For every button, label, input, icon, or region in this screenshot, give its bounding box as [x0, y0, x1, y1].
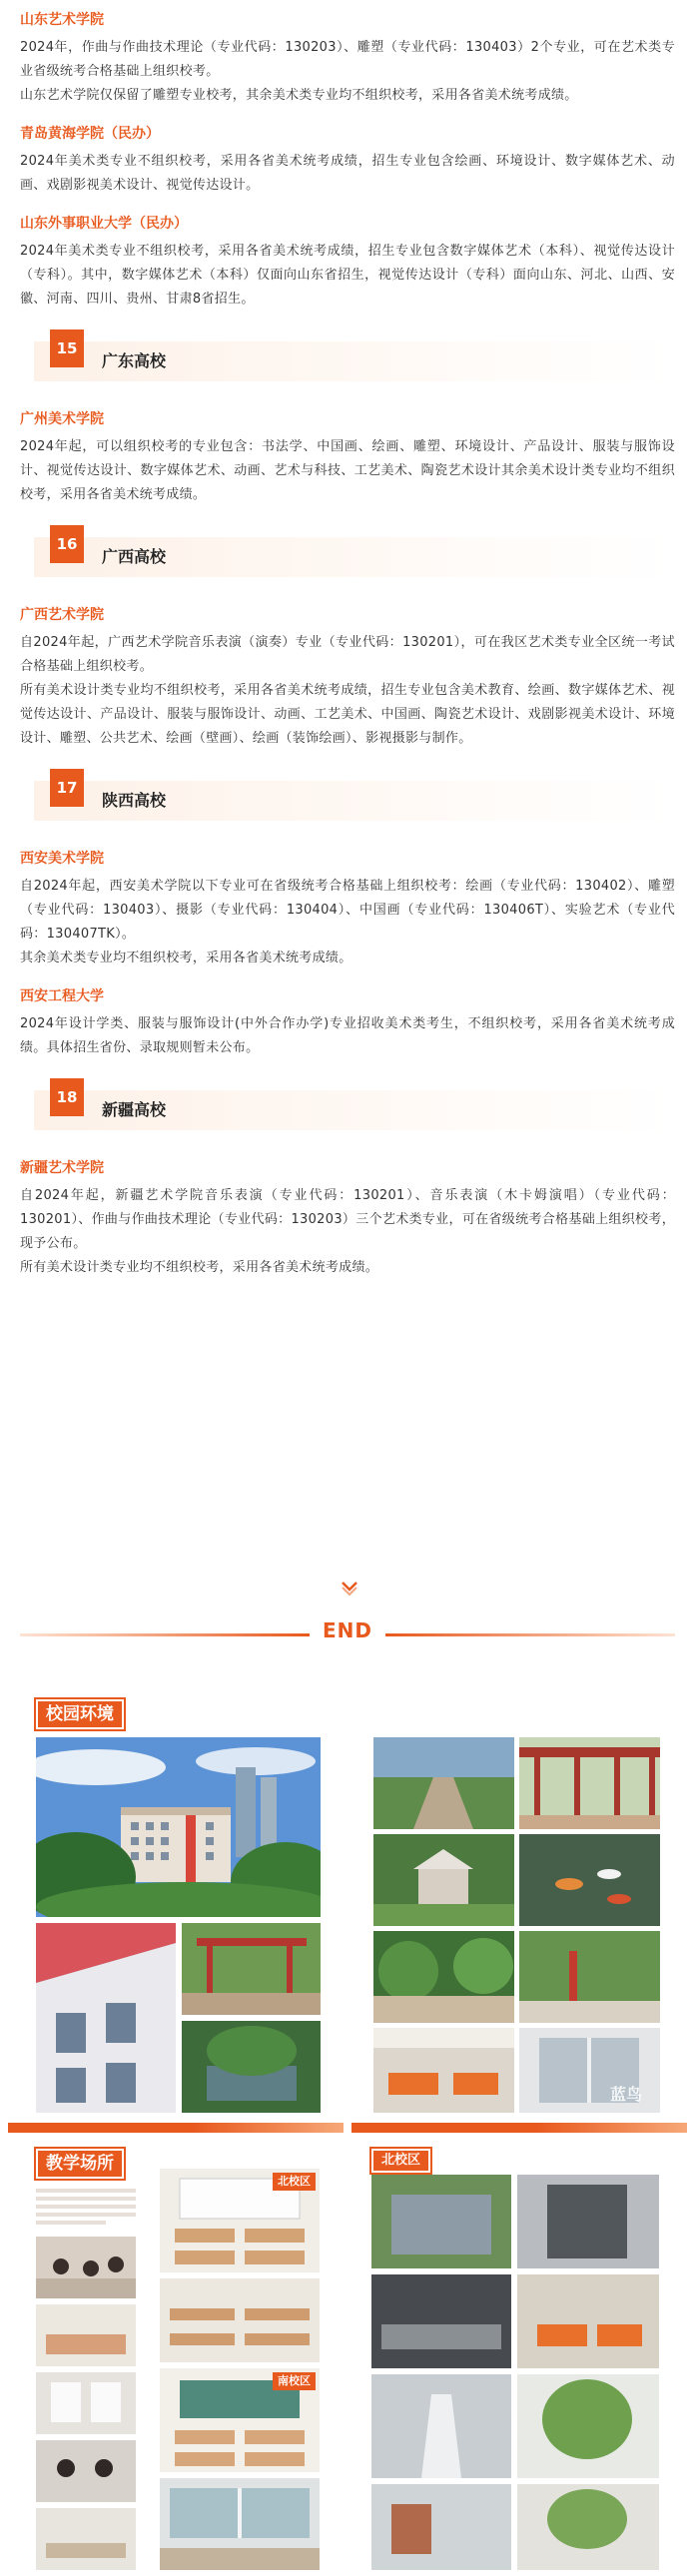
- teaching-photo-room: [36, 2508, 136, 2570]
- north-photo-1: [371, 2175, 511, 2268]
- north-photo-8: [517, 2484, 659, 2570]
- teaching-photo-students: [36, 2440, 136, 2502]
- end-divider-left: [20, 1633, 310, 1636]
- region-header-17: [20, 769, 675, 825]
- region-number: 17: [50, 769, 84, 807]
- north-campus-banner: 北校区: [371, 2149, 430, 2173]
- school-paragraph: 所有美术设计类专业均不组织校考，采用各省美术统考成绩，招生专业包含美术教育、绘画、数字媒体艺术、视觉传达设计、产品设计、服装与服饰设计、动画、工艺美术、中国画、陶瓷艺术设计、戏剧影视美术设计、环境设计、雕塑、公共艺术、绘画（壁画）、绘画（装饰绘画）、影视摄影与制作。: [20, 683, 675, 746]
- teaching-top-bar-left: [8, 2123, 344, 2133]
- region-title: 广西高校: [102, 547, 167, 566]
- campus-banner: 校园环境: [36, 1699, 124, 1729]
- campus-photo-path: [373, 1737, 514, 1829]
- campus-photo-fish-pond: [519, 1834, 660, 1926]
- school-name: 西安美术学院: [20, 851, 104, 867]
- north-photo-5: [371, 2374, 511, 2478]
- school-paragraph: 2024年设计学类、服装与服饰设计(中外合作办学)专业招收美术类考生，不组织校考，采用各省美术统考成绩。具体招生省份、录取规则暂未公布。: [20, 1016, 675, 1055]
- teaching-photo-north-classroom: [160, 2169, 320, 2272]
- school-name: 新疆艺术学院: [20, 1160, 104, 1176]
- teaching-photo-desks: [160, 2278, 320, 2362]
- north-photo-2: [517, 2175, 659, 2268]
- south-campus-tag: 南校区: [273, 2372, 316, 2390]
- school-paragraph: 其余美术类专业均不组织校考，采用各省美术统考成绩。: [20, 951, 352, 966]
- school-name: 青岛黄海学院（民办）: [20, 126, 160, 142]
- school-paragraph: 山东艺术学院仅保留了雕塑专业校考，其余美术类专业均不组织校考，采用各省美术统考成绩。: [20, 88, 578, 103]
- campus-photo-gazebo: [373, 1834, 514, 1926]
- school-name: 山东艺术学院: [20, 12, 104, 28]
- north-photo-6: [517, 2374, 659, 2478]
- school-name: 广州美术学院: [20, 411, 104, 427]
- teaching-top-bar-right: [351, 2123, 687, 2133]
- teaching-intro: [36, 2185, 136, 2231]
- campus-gallery: [0, 1687, 695, 2117]
- teaching-photo-drawing: [36, 2372, 136, 2434]
- teaching-photo-south-classroom: [160, 2368, 320, 2472]
- school-paragraph: 自2024年起，广西艺术学院音乐表演（演奏）专业（专业代码：130201），可在我区艺术类专业全区统一考试合格基础上组织校考。: [20, 635, 675, 674]
- north-photo-3: [371, 2274, 511, 2368]
- teaching-photo-class: [36, 2237, 136, 2298]
- region-title: 广东高校: [102, 351, 167, 370]
- north-campus-tag: 北校区: [273, 2173, 316, 2191]
- chevron-down-icon: [340, 1578, 359, 1598]
- campus-photo-bridge: [519, 1931, 660, 2023]
- school-paragraph: 2024年美术类专业不组织校考，采用各省美术统考成绩，招生专业包含数字媒体艺术（本科）、视觉传达设计（专科）。其中，数字媒体艺术（本科）仅面向山东省招生，视觉传达设计（专科）面向山东、河北、山西、安徽、河南、四川、贵州、甘肃8省招生。: [20, 244, 675, 307]
- region-header-15: [20, 329, 675, 385]
- end-text: END: [322, 1618, 372, 1642]
- region-header-16: [20, 525, 675, 581]
- school-name: 广西艺术学院: [20, 607, 104, 623]
- campus-photo-pond: [182, 2021, 321, 2113]
- campus-photo-entrance: [519, 2028, 660, 2113]
- school-paragraph: 2024年，作曲与作曲技术理论（专业代码：130203）、雕塑（专业代码：130403）2个专业，可在艺术类专业省级统考合格基础上组织校考。: [20, 40, 675, 79]
- north-photo-7: [371, 2484, 511, 2570]
- north-photo-4: [517, 2274, 659, 2368]
- campus-photo-lounge: [373, 2028, 514, 2113]
- teaching-photo-studio: [36, 2304, 136, 2366]
- campus-photo-building-up: [36, 1923, 176, 2113]
- region-number: 18: [50, 1078, 84, 1116]
- end-divider-right: [385, 1633, 675, 1636]
- region-title: 新疆高校: [102, 1100, 167, 1119]
- watermark-text: 蓝鸟: [609, 2085, 642, 2104]
- campus-photo-pavilion: [182, 1923, 321, 2015]
- school-paragraph: 所有美术设计类专业均不组织校考，采用各省美术统考成绩。: [20, 1260, 379, 1275]
- school-paragraph: 2024年起，可以组织校考的专业包含：书法学、中国画、绘画、雕塑、环境设计、产品设计、服装与服饰设计、视觉传达设计、数字媒体艺术、动画、艺术与科技、工艺美术、陶瓷艺术设计其余美术设计类专业均不组织校考，采用各省美术统考成绩。: [20, 439, 675, 502]
- campus-main-photo: [36, 1737, 321, 1917]
- teaching-banner: 教学场所: [36, 2149, 124, 2179]
- school-paragraph: 自2024年起，西安美术学院以下专业可在省级统考合格基础上组织校考：绘画（专业代码：130402）、雕塑（专业代码：130403）、摄影（专业代码：130404）、中国画（专业代码：130406T）、实验艺术（专业代码：130407TK）。: [20, 879, 675, 942]
- region-header-18: [20, 1078, 675, 1134]
- campus-photo-corridor: [519, 1737, 660, 1829]
- campus-photo-garden: [373, 1931, 514, 2023]
- school-name: 山东外事职业大学（民办）: [20, 216, 188, 232]
- region-number: 15: [50, 329, 84, 367]
- teaching-photo-window: [160, 2478, 320, 2570]
- region-title: 陕西高校: [102, 791, 167, 810]
- school-name: 西安工程大学: [20, 988, 104, 1004]
- teaching-gallery: [0, 2119, 695, 2576]
- school-paragraph: 2024年美术类专业不组织校考，采用各省美术统考成绩，招生专业包含绘画、环境设计、数字媒体艺术、动画、戏剧影视美术设计、视觉传达设计。: [20, 154, 675, 193]
- region-number: 16: [50, 525, 84, 563]
- school-paragraph: 自2024年起，新疆艺术学院音乐表演（专业代码：130201）、音乐表演（木卡姆演唱）（专业代码：130201）、作曲与作曲技术理论（专业代码：130203）三个艺术类专业，可在省级统考合格基础上组织校考，现予公布。: [20, 1188, 675, 1251]
